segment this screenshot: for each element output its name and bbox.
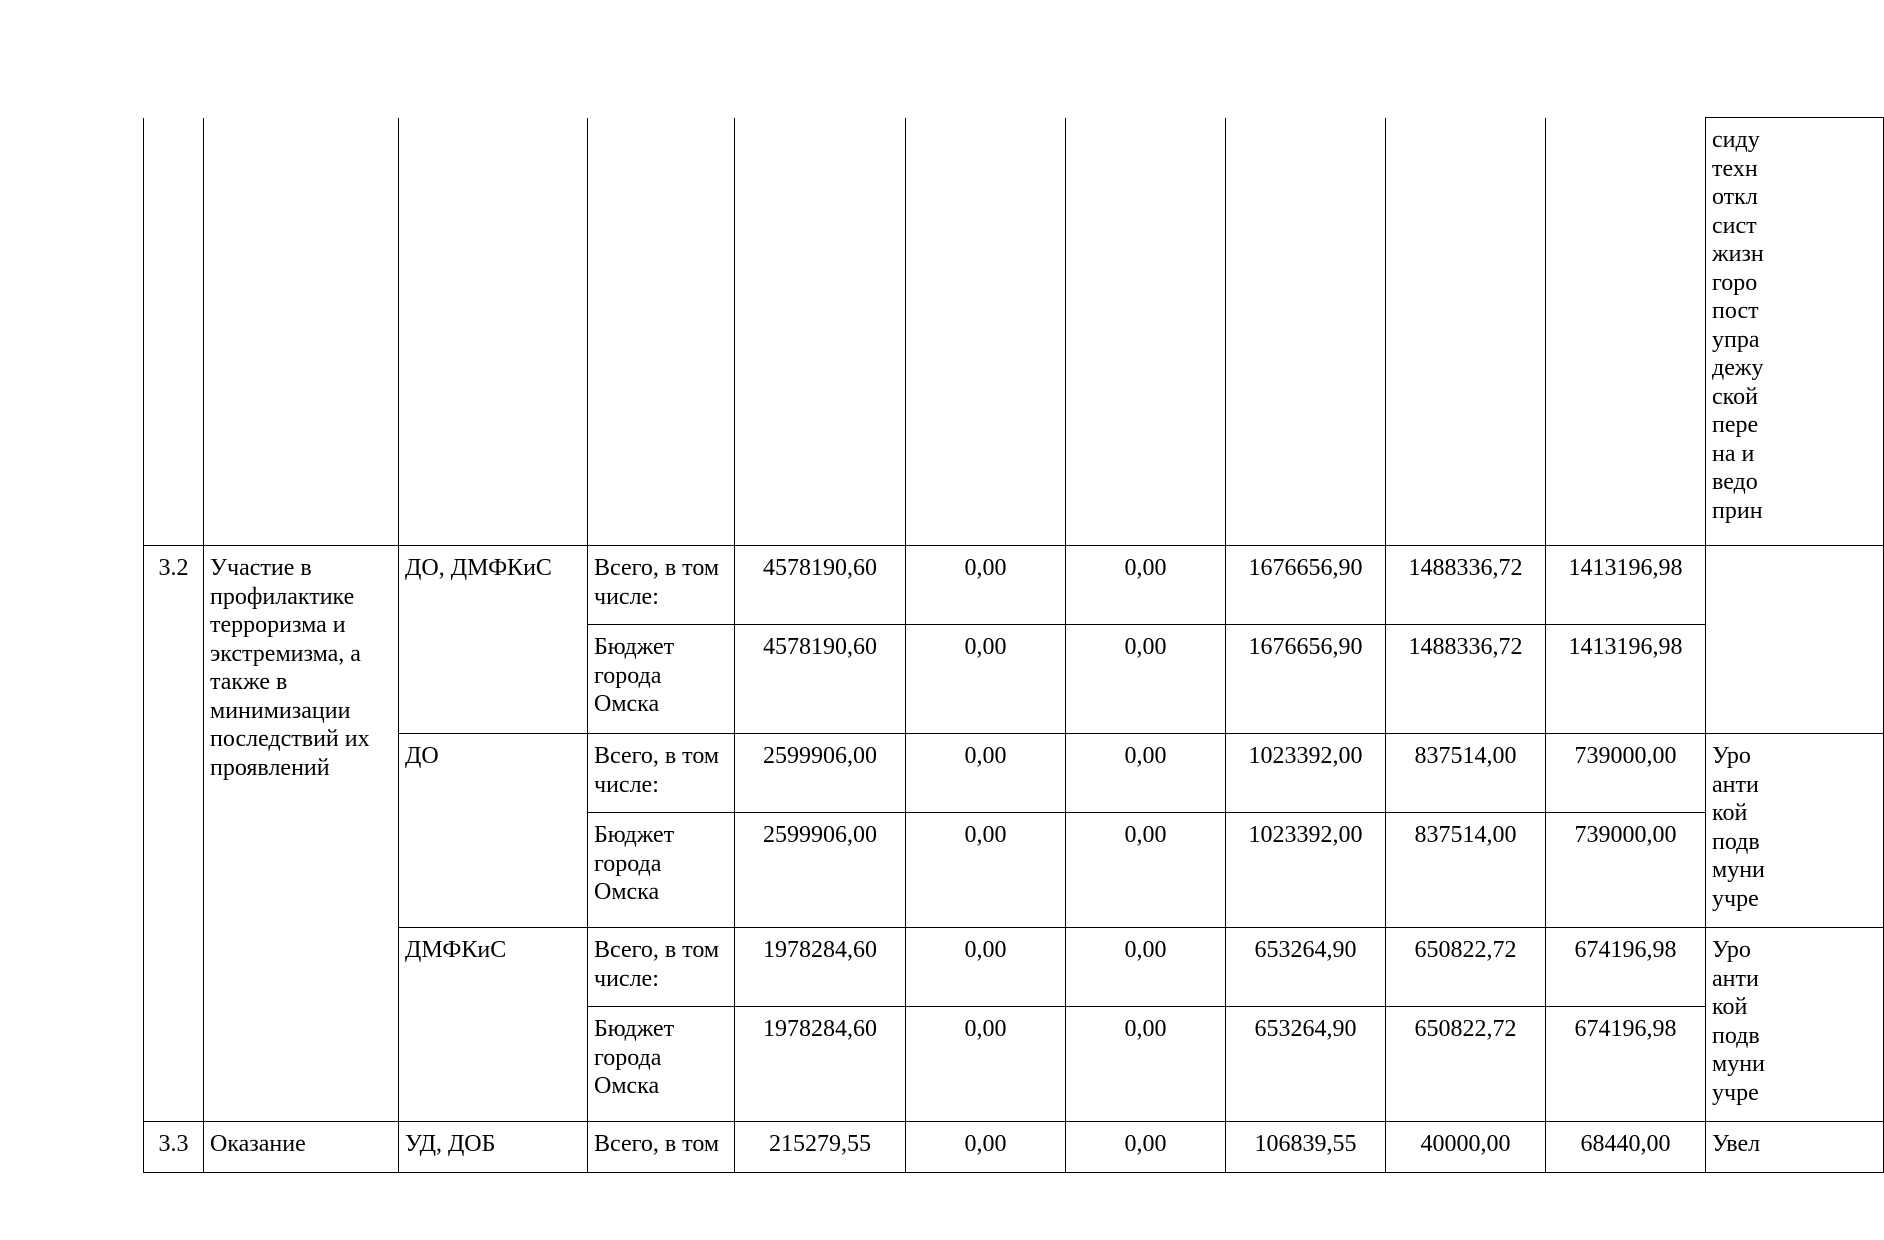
table-row (144, 546, 1884, 625)
result-line: пере (1712, 412, 1759, 438)
value-year: 739000,00 (1546, 813, 1706, 928)
value-year: 674196,98 (1546, 1007, 1706, 1122)
result-line: Уро (1712, 937, 1751, 963)
value-year: 1413196,98 (1546, 546, 1706, 625)
value-year: 0,00 (1066, 813, 1226, 928)
value-year: 1023392,00 (1226, 813, 1386, 928)
funding-source: Бюджет города Омска (588, 813, 735, 928)
value-year: 739000,00 (1546, 734, 1706, 813)
value-year: 0,00 (1066, 734, 1226, 813)
value-year: 1023392,00 (1226, 734, 1386, 813)
table-row (144, 928, 1884, 1007)
value-year: 0,00 (906, 546, 1066, 625)
value-year: 0,00 (906, 813, 1066, 928)
value-year: 1676656,90 (1226, 546, 1386, 625)
value-year: 837514,00 (1386, 734, 1546, 813)
value-year: 650822,72 (1386, 1007, 1546, 1122)
result-line: ской (1712, 383, 1758, 410)
value-year: 1488336,72 (1386, 546, 1546, 625)
value-total: 4578190,60 (735, 546, 906, 625)
value-year: 653264,90 (1226, 1007, 1386, 1122)
funding-source: Всего, в том числе: (588, 928, 735, 1007)
funding-source: Всего, в том числе: (588, 734, 735, 813)
value-year: 1676656,90 (1226, 625, 1386, 734)
value-total: 1978284,60 (735, 928, 906, 1007)
executor: ДО, ДМФКиС (399, 546, 588, 734)
result-cell (1706, 734, 1884, 928)
result-line: сист (1712, 212, 1757, 239)
value-year: 1488336,72 (1386, 625, 1546, 734)
result-cell (1706, 118, 1884, 546)
table-row (144, 118, 1884, 546)
value-year: 0,00 (1066, 928, 1226, 1007)
result-cell (1706, 546, 1884, 734)
result-line: техн (1712, 155, 1758, 182)
value-total: 215279,55 (735, 1122, 906, 1173)
value-year: 653264,90 (1226, 928, 1386, 1007)
value-year: 0,00 (1066, 1122, 1226, 1173)
executor: УД, ДОБ (399, 1122, 588, 1173)
value-year: 68440,00 (1546, 1122, 1706, 1173)
value-year: 0,00 (1066, 546, 1226, 625)
result-line: жизн (1712, 241, 1764, 267)
result-line: ведо (1712, 469, 1758, 495)
activity-name: Участие в профилактике терроризма и экстремизма, а также в минимизации последствий их проявлений (204, 546, 399, 1122)
result-line: анти (1712, 771, 1759, 798)
row-number: 3.3 (144, 1122, 204, 1173)
value-year: 1413196,98 (1546, 625, 1706, 734)
value-total: 2599906,00 (735, 734, 906, 813)
result-line: прин (1712, 497, 1763, 524)
value-year: 0,00 (1066, 625, 1226, 734)
value-year: 650822,72 (1386, 928, 1546, 1007)
table-row (144, 1122, 1884, 1173)
result-line: откл (1712, 184, 1758, 210)
result-line: муни (1712, 1051, 1765, 1077)
result-line: кой (1712, 994, 1748, 1020)
value-year: 0,00 (906, 928, 1066, 1007)
value-total: 1978284,60 (735, 1007, 906, 1122)
result-line: сиду (1712, 127, 1760, 153)
result-line: Уро (1712, 743, 1751, 769)
value-year: 0,00 (906, 1122, 1066, 1173)
result-line: горо (1712, 269, 1758, 296)
executor: ДО (399, 734, 588, 928)
result-cell: Увел (1706, 1122, 1884, 1173)
value-year: 0,00 (1066, 1007, 1226, 1122)
program-table (143, 117, 1884, 1173)
result-line: на и (1712, 440, 1755, 467)
result-line: кой (1712, 800, 1748, 826)
value-year: 0,00 (906, 734, 1066, 813)
row-number: 3.2 (144, 546, 204, 1122)
activity-name: Оказание (204, 1122, 399, 1173)
value-total: 4578190,60 (735, 625, 906, 734)
result-line: дежу (1712, 355, 1764, 381)
result-line: подв (1712, 828, 1760, 855)
funding-source: Бюджет города Омска (588, 1007, 735, 1122)
result-line: подв (1712, 1022, 1760, 1049)
funding-source: Всего, в том (588, 1122, 735, 1173)
result-line: пост (1712, 298, 1759, 324)
value-year: 674196,98 (1546, 928, 1706, 1007)
result-line: анти (1712, 965, 1759, 992)
result-line: муни (1712, 857, 1765, 883)
funding-source: Бюджет города Омска (588, 625, 735, 734)
value-year: 0,00 (906, 1007, 1066, 1122)
value-year: 106839,55 (1226, 1122, 1386, 1173)
executor: ДМФКиС (399, 928, 588, 1122)
result-line: учре (1712, 1079, 1759, 1106)
table-row (144, 734, 1884, 813)
funding-source: Всего, в том числе: (588, 546, 735, 625)
result-cell (1706, 928, 1884, 1122)
result-line: учре (1712, 885, 1759, 912)
value-year: 837514,00 (1386, 813, 1546, 928)
value-total: 2599906,00 (735, 813, 906, 928)
value-year: 0,00 (906, 625, 1066, 734)
value-year: 40000,00 (1386, 1122, 1546, 1173)
result-line: упра (1712, 326, 1760, 353)
